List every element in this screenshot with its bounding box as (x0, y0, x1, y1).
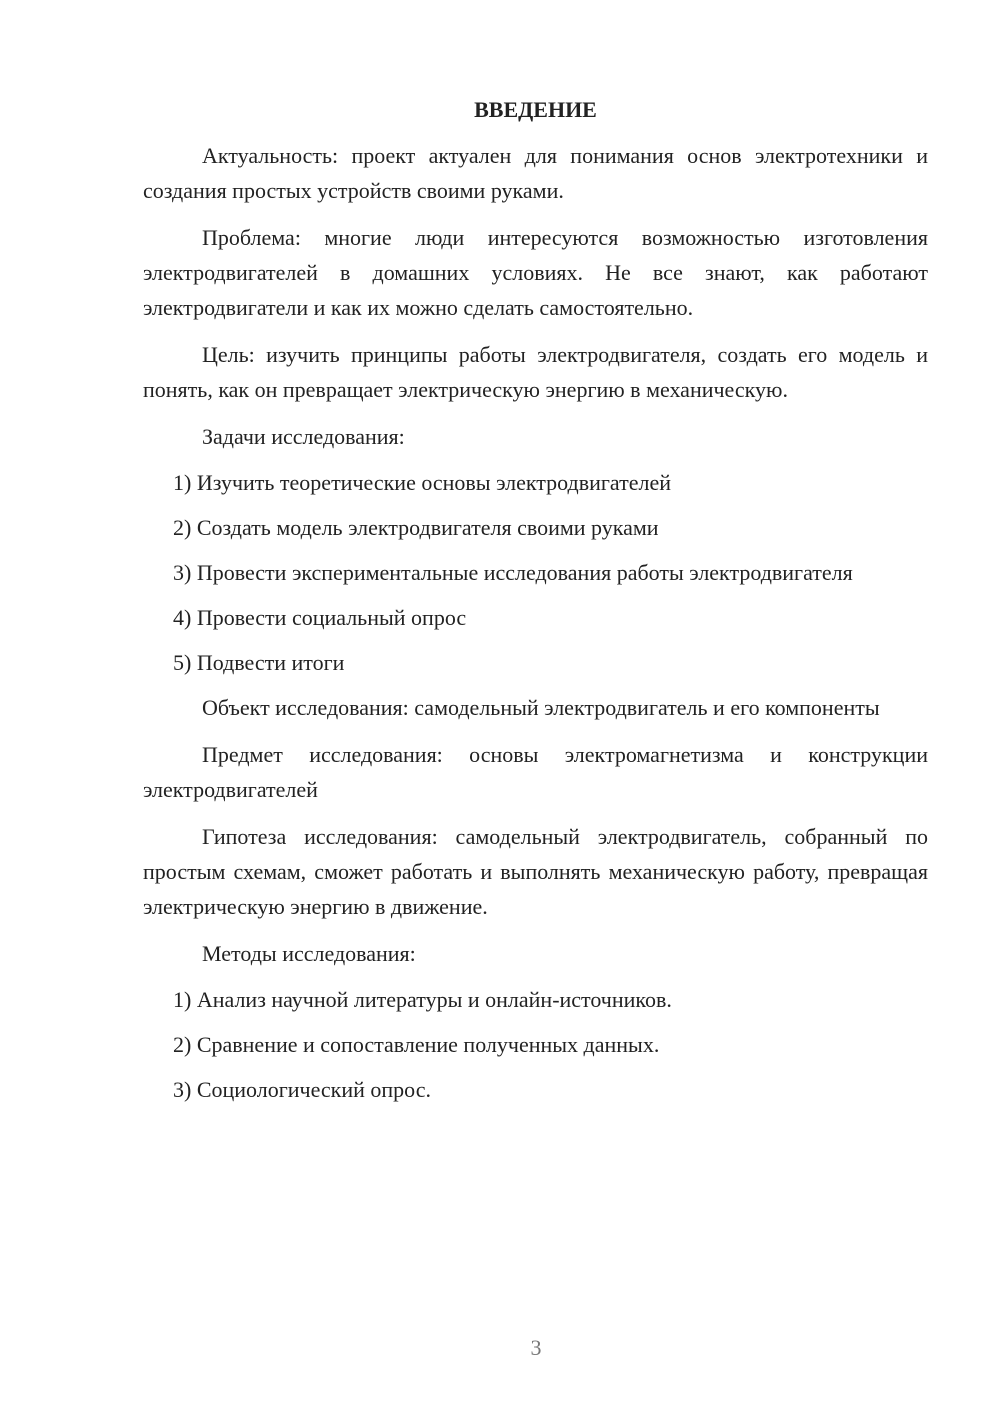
task-item-5: 5) Подвести итоги (173, 650, 345, 675)
task-item-2: 2) Создать модель электродвигателя своими руками (173, 515, 659, 540)
hypothesis-paragraph: Гипотеза исследования: самодельный электродвигатель, собранный по простым схемам, сможет работать и выполнять механическую работу, превращая электрическую энергию в движение. (143, 824, 928, 919)
object-paragraph: Объект исследования: самодельный электродвигатель и его компоненты (202, 695, 880, 720)
page-content (143, 94, 928, 1117)
task-item-3: 3) Провести экспериментальные исследования работы электродвигателя (173, 560, 853, 585)
task-item-4: 4) Провести социальный опрос (173, 605, 467, 630)
methods-title: Методы исследования: (202, 941, 416, 966)
task-item-1: 1) Изучить теоретические основы электродвигателей (173, 470, 671, 495)
relevance-paragraph: Актуальность: проект актуален для понимания основ электротехники и создания простых устройств своими руками. (143, 143, 928, 203)
tasks-title: Задачи исследования: (202, 424, 405, 449)
method-item-2: 2) Сравнение и сопоставление полученных данных. (173, 1032, 660, 1057)
subject-paragraph: Предмет исследования: основы электромагнетизма и конструкции электродвигателей (143, 742, 928, 802)
page-number: 3 (530, 1335, 542, 1360)
method-item-1: 1) Анализ научной литературы и онлайн-источников. (173, 987, 672, 1012)
goal-paragraph: Цель: изучить принципы работы электродвигателя, создать его модель и понять, как он превращает электрическую энергию в механическую. (143, 342, 928, 402)
page-heading: ВВЕДЕНИЕ (474, 97, 597, 122)
method-item-3: 3) Социологический опрос. (173, 1077, 431, 1102)
problem-paragraph: Проблема: многие люди интересуются возможностью изготовления электродвигателей в домашних условиях. Не все знают, как работают электродвигатели и как их можно сделать самостоятельно. (143, 225, 928, 320)
